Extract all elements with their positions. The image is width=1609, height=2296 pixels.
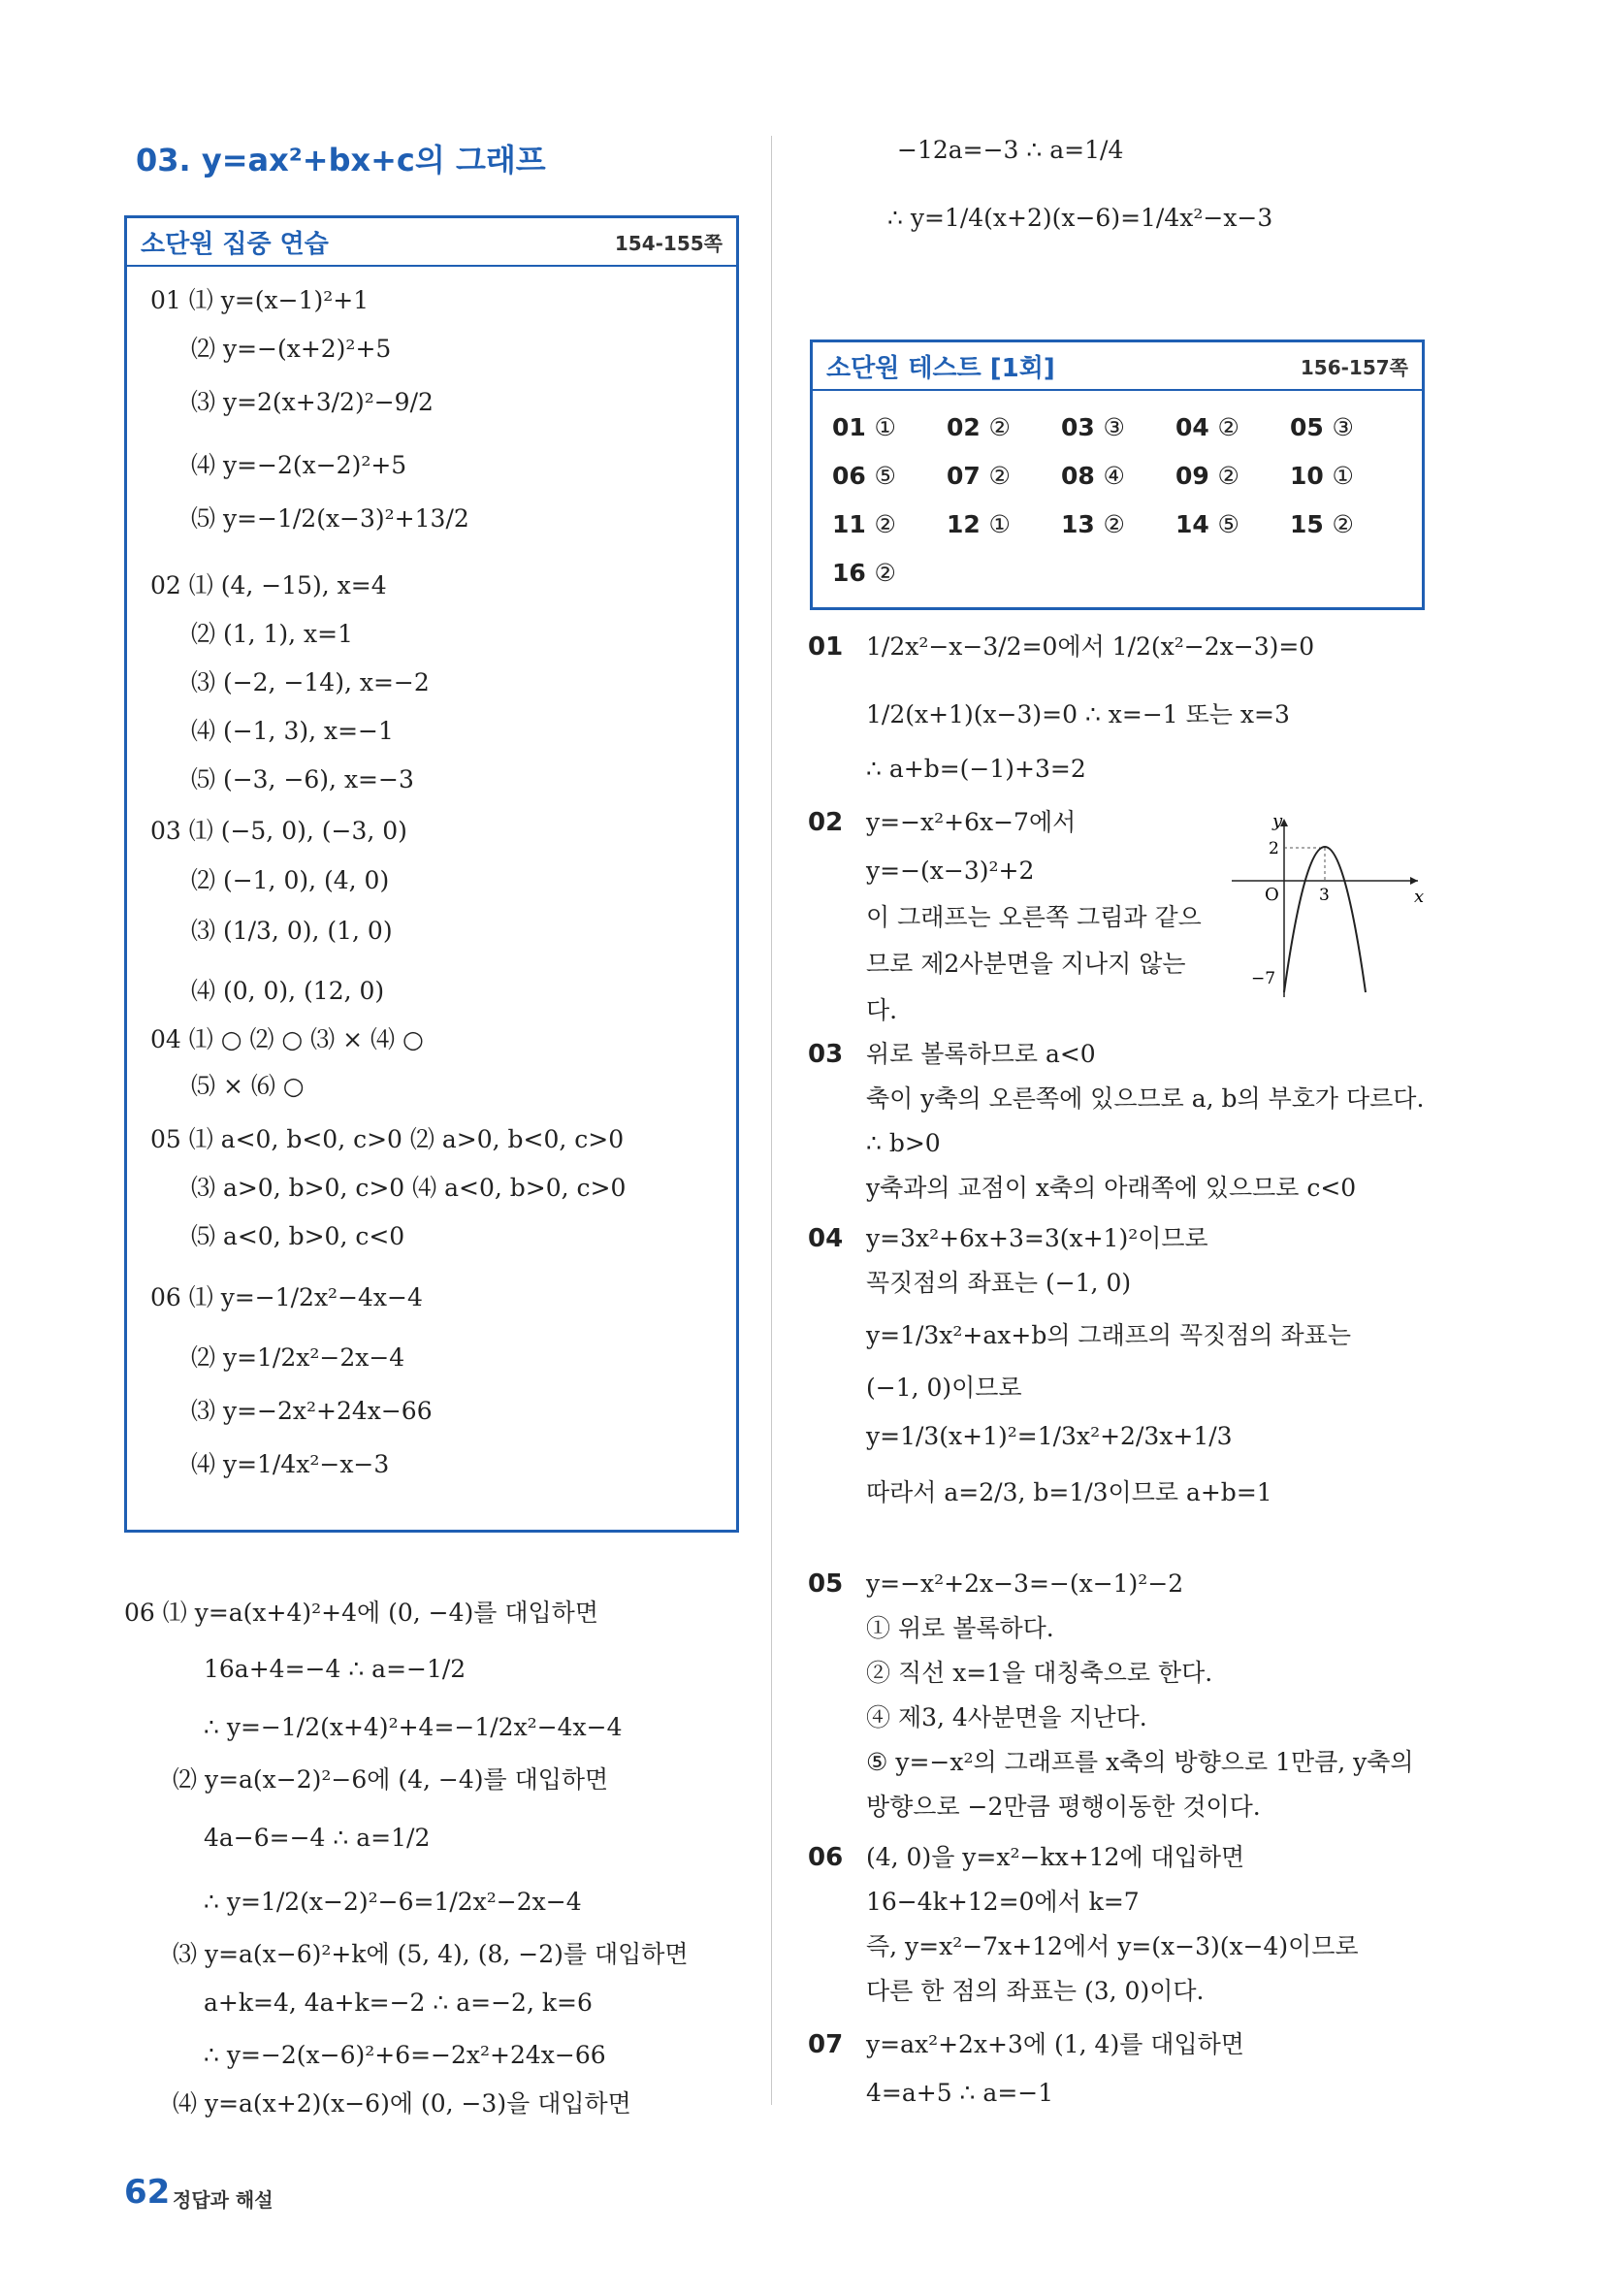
answer-choice: ② [1217,461,1239,490]
answer-choice: ⑤ [1217,509,1239,538]
answer-number: 04 [1175,412,1218,441]
solution-line: 꼭짓점의 좌표는 (−1, 0) [866,1269,1132,1297]
solution-line: 므로 제2사분면을 지나지 않는 [866,950,1186,978]
answer-number: 10 [1290,461,1333,490]
column-divider [771,136,772,2105]
answer-number: 02 [947,412,989,441]
solution-line: ④ 제3, 4사분면을 지난다. [866,1703,1147,1731]
practice-line: ⑵ (1, 1), x=1 [191,620,354,648]
solution-line: y=1/3x²+ax+b의 그래프의 꼭짓점의 좌표는 [866,1321,1351,1349]
answer-choice: ③ [1332,412,1354,441]
answer-cell [1061,510,1175,538]
solution-line: 이 그래프는 오른쪽 그림과 같으 [866,903,1202,931]
answer-row [832,451,1404,500]
answer-row [832,403,1404,451]
solution-line: y=3x²+6x+3=3(x+1)²이므로 [866,1224,1208,1252]
practice-line: 03 ⑴ (−5, 0), (−3, 0) [150,817,407,845]
answer-number: 05 [1290,412,1333,441]
practice-line: 05 ⑴ a<0, b<0, c>0 ⑵ a>0, b<0, c>0 [150,1125,625,1153]
solution-line: ∴ a+b=(−1)+3=2 [866,755,1086,783]
footer-label: 정답과 해설 [173,2188,274,2212]
origin-label: O [1265,885,1279,905]
x-axis-arrow [1410,877,1418,885]
section-title: 03. y=ax²+bx+c의 그래프 [136,142,546,178]
solution-line: ∴ b>0 [866,1129,941,1157]
solution-line: 다. [866,996,898,1024]
answer-cell [947,462,1061,490]
practice-line: ⑷ y=−2(x−2)²+5 [191,451,407,479]
answer-cell [832,462,947,490]
answer-choice: ② [1103,509,1125,538]
answer-choice: ② [988,412,1011,441]
answer-choice: ② [988,461,1011,490]
practice-line: ⑶ (−2, −14), x=−2 [191,668,430,696]
solution-line: (4, 0)을 y=x²−kx+12에 대입하면 [866,1843,1245,1871]
page-number: 62 [124,2173,171,2212]
answer-number: 03 [1061,412,1104,441]
answer-cell [832,413,947,441]
solution-line: 다른 한 점의 좌표는 (3, 0)이다. [866,1977,1205,2005]
solution-line: ⑤ y=−x²의 그래프를 x축의 방향으로 1만큼, y축의 [866,1748,1414,1776]
practice-line: 02 ⑴ (4, −15), x=4 [150,571,387,599]
answer-number: 14 [1175,509,1218,538]
practice-line: ⑶ y=2(x+3/2)²−9/2 [191,388,434,416]
solution-06-line: 16a+4=−4 ∴ a=−1/2 [204,1655,467,1683]
solution-number: 05 [808,1569,844,1599]
solution-06-line: ∴ y=1/2(x−2)²−6=1/2x²−2x−4 [204,1888,582,1916]
answer-cell [1290,510,1404,538]
solution-06-line: ⑶ y=a(x−6)²+k에 (5, 4), (8, −2)를 대입하면 [173,1940,689,1968]
solution-06-cont-line: ∴ y=1/4(x+2)(x−6)=1/4x²−x−3 [887,204,1273,232]
tick-minus7: −7 [1251,969,1276,988]
answer-cell [1175,413,1290,441]
answer-choice: ④ [1103,461,1125,490]
solution-line: ② 직선 x=1을 대칭축으로 한다. [866,1659,1213,1687]
solution-line: 1/2(x+1)(x−3)=0 ∴ x=−1 또는 x=3 [866,700,1290,728]
answer-choice: ① [874,412,896,441]
answer-number: 08 [1061,461,1104,490]
solution-line: 즉, y=x²−7x+12에서 y=(x−3)(x−4)이므로 [866,1932,1359,1960]
answer-cell [947,413,1061,441]
solution-line: 축이 y축의 오른쪽에 있으므로 a, b의 부호가 다르다. [866,1084,1425,1113]
solution-number: 07 [808,2030,844,2059]
practice-line: ⑵ (−1, 0), (4, 0) [191,866,390,894]
practice-line: ⑶ y=−2x²+24x−66 [191,1397,433,1425]
solution-06-line: ∴ y=−2(x−6)²+6=−2x²+24x−66 [204,2041,606,2069]
answer-choice: ② [1217,412,1239,441]
solution-06-line: 06 ⑴ y=a(x+4)²+4에 (0, −4)를 대입하면 [124,1599,598,1627]
solution-number: 03 [808,1040,844,1069]
solution-line: y=ax²+2x+3에 (1, 4)를 대입하면 [866,2030,1244,2058]
test-box-header [813,342,1422,391]
practice-line: ⑶ a>0, b>0, c>0 ⑷ a<0, b>0, c>0 [191,1174,627,1202]
solution-06-line: ⑵ y=a(x−2)²−6에 (4, −4)를 대입하면 [173,1765,609,1794]
answer-cell [947,510,1061,538]
practice-line: ⑷ y=1/4x²−x−3 [191,1450,390,1478]
practice-line: ⑵ y=1/2x²−2x−4 [191,1343,405,1372]
tick-2: 2 [1269,839,1279,858]
parabola-graph [1224,813,1428,1007]
solution-line: y=−x²+2x−3=−(x−1)²−2 [866,1569,1184,1598]
answer-cell [832,510,947,538]
solution-line: 16−4k+12=0에서 k=7 [866,1888,1140,1916]
answer-cell [1061,462,1175,490]
answer-choice: ⑤ [874,461,896,490]
answer-choice: ① [1332,461,1354,490]
practice-line: 01 ⑴ y=(x−1)²+1 [150,286,370,314]
answer-cell [1061,413,1175,441]
answer-choice: ② [874,558,896,587]
answer-cell [1290,413,1404,441]
solution-line: 방향으로 −2만큼 평행이동한 것이다. [866,1793,1261,1821]
answer-number: 06 [832,461,875,490]
solution-06-line: a+k=4, 4a+k=−2 ∴ a=−2, k=6 [204,1989,593,2017]
solution-line: y=−(x−3)²+2 [866,857,1035,885]
answer-cell [1175,510,1290,538]
answer-cell [1290,462,1404,490]
solution-line: ① 위로 볼록하다. [866,1614,1054,1642]
practice-box-pages: 154-155쪽 [614,231,723,255]
solution-06-cont-line: −12a=−3 ∴ a=1/4 [897,136,1124,164]
solution-number: 04 [808,1224,844,1253]
practice-line: 06 ⑴ y=−1/2x²−4x−4 [150,1283,423,1311]
answer-number: 09 [1175,461,1218,490]
solution-line: 4=a+5 ∴ a=−1 [866,2079,1054,2107]
answer-row [832,548,1404,597]
solution-line: y=−x²+6x−7에서 [866,808,1077,836]
solution-line: y축과의 교점이 x축의 아래쪽에 있으므로 c<0 [866,1174,1357,1202]
solution-line: y=1/3(x+1)²=1/3x²+2/3x+1/3 [866,1422,1233,1450]
practice-box [124,215,739,1533]
test-box-pages: 156-157쪽 [1300,355,1408,379]
solution-number: 02 [808,808,844,837]
solution-06-line: ∴ y=−1/2(x+4)²+4=−1/2x²−4x−4 [204,1713,623,1741]
answer-number: 15 [1290,509,1333,538]
practice-line: ⑸ a<0, b>0, c<0 [191,1222,405,1250]
answer-cell [832,559,947,587]
answer-number: 13 [1061,509,1104,538]
practice-line: ⑷ (−1, 3), x=−1 [191,717,394,745]
practice-line: ⑵ y=−(x+2)²+5 [191,335,392,363]
practice-line: ⑸ (−3, −6), x=−3 [191,765,414,793]
answer-number: 16 [832,558,875,587]
x-label: x [1414,887,1425,907]
parabola-curve [1284,847,1366,992]
tick-3: 3 [1319,886,1330,905]
answer-choice: ③ [1103,412,1125,441]
test-box-title: 소단원 테스트 [1회] [826,353,1055,383]
answer-number: 11 [832,509,875,538]
answer-number: 01 [832,412,875,441]
solution-line: 위로 볼록하므로 a<0 [866,1040,1096,1068]
practice-box-header [127,218,736,267]
test-box [810,340,1425,610]
practice-box-title: 소단원 집중 연습 [141,229,329,259]
answer-number: 07 [947,461,989,490]
answer-choice: ② [874,509,896,538]
test-answer-grid [832,403,1404,597]
practice-line: ⑸ × ⑹ ○ [191,1072,305,1100]
solution-number: 01 [808,632,844,662]
practice-line: 04 ⑴ ○ ⑵ ○ ⑶ × ⑷ ○ [150,1025,424,1053]
answer-row [832,500,1404,548]
solution-06-line: ⑷ y=a(x+2)(x−6)에 (0, −3)을 대입하면 [173,2089,631,2118]
solution-line: (−1, 0)이므로 [866,1374,1022,1402]
solution-line: 1/2x²−x−3/2=0에서 1/2(x²−2x−3)=0 [866,632,1315,661]
practice-line: ⑷ (0, 0), (12, 0) [191,977,385,1005]
answer-choice: ② [1332,509,1354,538]
answer-choice: ① [988,509,1011,538]
practice-line: ⑶ (1/3, 0), (1, 0) [191,917,393,945]
solution-number: 06 [808,1843,844,1872]
y-label: y [1272,813,1283,831]
answer-number: 12 [947,509,989,538]
answer-cell [1175,462,1290,490]
solution-06-line: 4a−6=−4 ∴ a=1/2 [204,1824,431,1852]
practice-line: ⑸ y=−1/2(x−3)²+13/2 [191,504,469,533]
solution-line: 따라서 a=2/3, b=1/3이므로 a+b=1 [866,1478,1272,1506]
